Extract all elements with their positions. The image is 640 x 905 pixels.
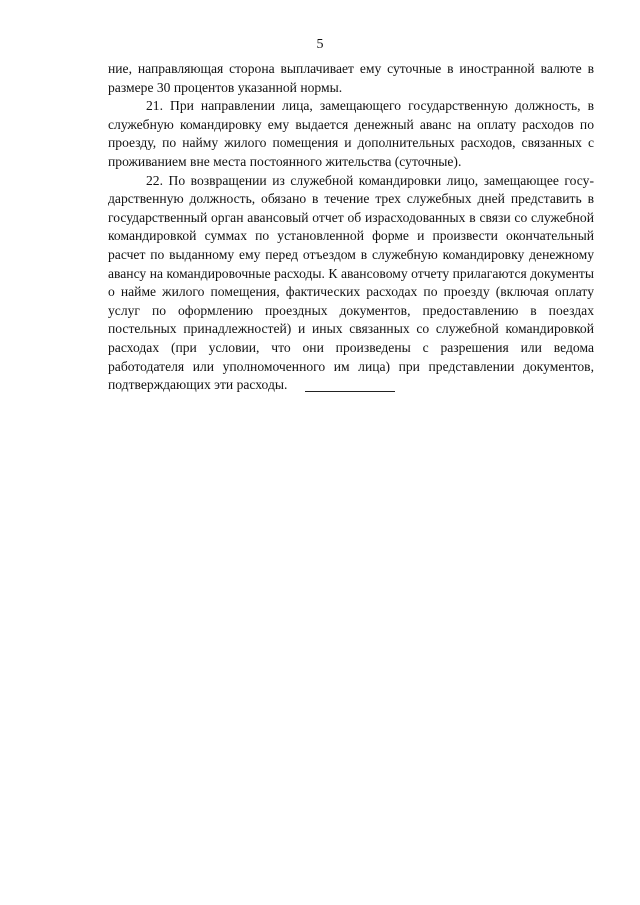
paragraph-continuation: ние, направляющая сторона выплачивает ему суточные в иностранной валюте в размере 30 процентов указанной нормы. — [108, 61, 594, 95]
document-body — [108, 60, 594, 395]
paragraph-22: 22. По возвращении из служебной командировки лицо, замещающее государственную должность, обязано в течение трех служебных дней представить в государственный орган авансовый отчет об израсходованных в связи со служебной командировкой суммах по установленной форме и произвести окончательный расчет по выданному ему перед отъездом в служебную командировку денежному авансу на командировочные расходы. К авансовому отчету прилагаются документы о найме жилого помещения, фактических расходах по проезду (включая оплату услуг по оформлению проездных документов, предоставлению в поездах постельных принадлежностей) и иных связанных со служебной командировкой расходах (при условии, что они произведены с разрешения или ведома работодателя или уполномоченного им лица) при представлении документов, подтверждающих эти расходы. — [108, 172, 594, 393]
end-separator-line — [305, 391, 395, 392]
paragraph-21: 21. При направлении лица, замещающего государственную должность, в служебную командировку ему выдается денежный аванс на оплату расходов по проезду, по найму жилого помещения и дополнительных расходов, связанных с проживанием вне места постоянного жительства (суточные). — [108, 98, 594, 169]
page-number: 5 — [316, 37, 324, 52]
